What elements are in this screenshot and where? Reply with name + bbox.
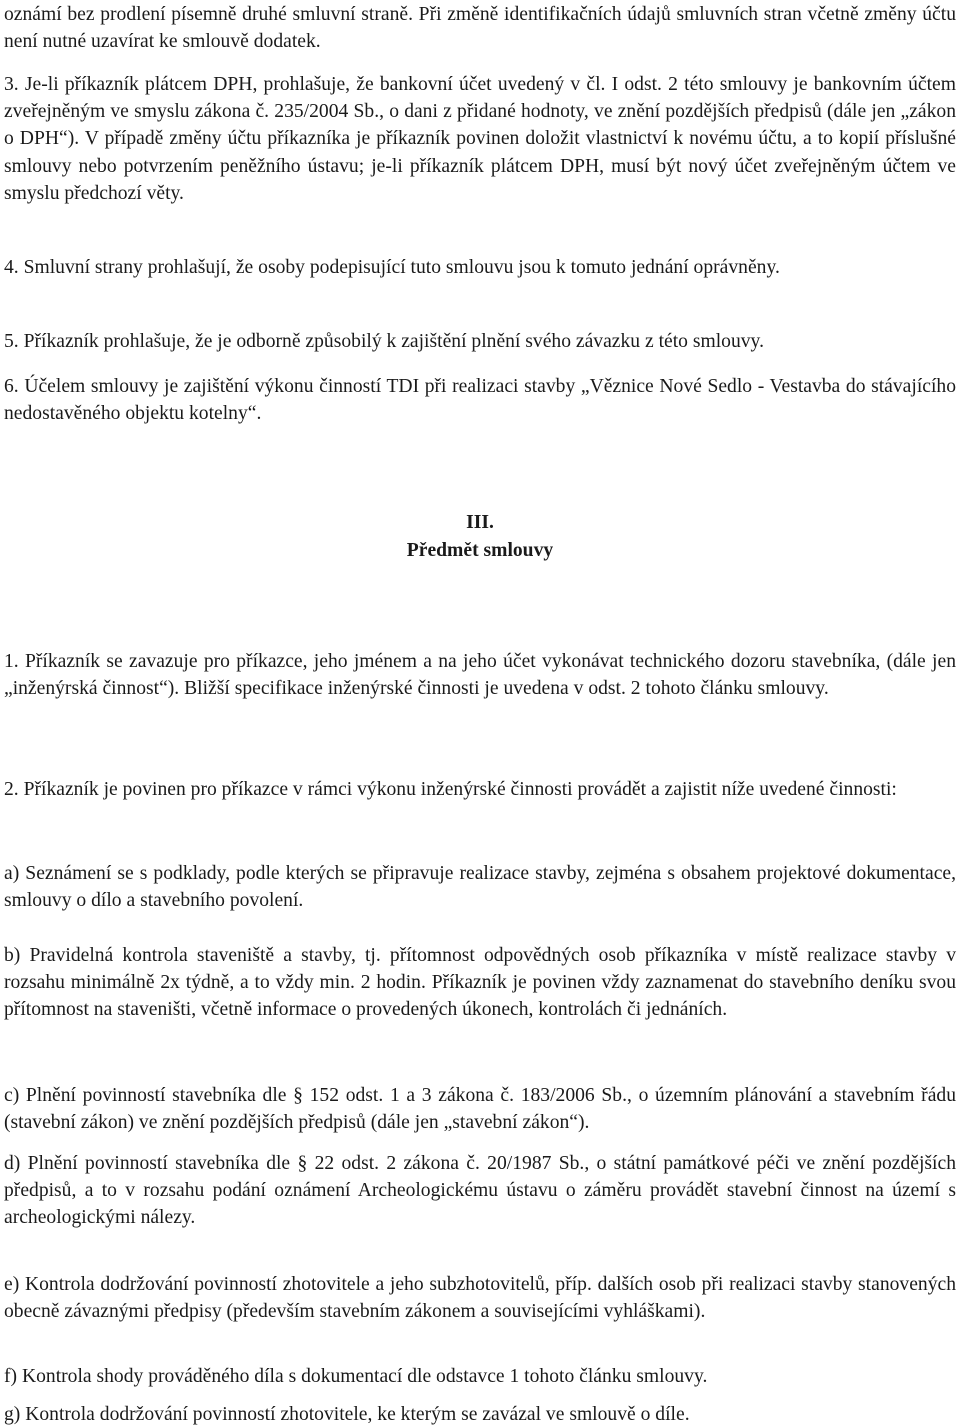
duty-item-e: e) Kontrola dodržování povinností zhotovitele a jeho subzhotovitelů, příp. dalších osob při realizaci stavby stanovených obecně závaznými předpisy (především stavebním zákonem a souvisejícími vyhláškami). xyxy=(4,1274,956,1323)
section-title: Předmět smlouvy xyxy=(406,540,554,561)
duty-item-b: b) Pravidelná kontrola staveniště a stavby, tj. přítomnost odpovědných osob příkazníka v místě realizace stavby v rozsahu minimálně 2x týdně, a to vždy min. 2 hodin. Příkazník je povinen vždy zaznamenat do stavebního deníku svou přítomnost na staveništi, včetně informace o provedených úkonech, kontrolách či jednáních. xyxy=(4,945,956,1021)
duty-item-g: g) Kontrola dodržování povinností zhotovitele, ke kterým se zavázal ve smlouvě o díle. xyxy=(4,1404,690,1425)
subject-clause-2: 2. Příkazník je povinen pro příkazce v rámci výkonu inženýrské činnosti provádět a zajistit níže uvedené činnosti: xyxy=(4,779,897,800)
duty-item-f: f) Kontrola shody prováděného díla s dokumentací dle odstavce 1 tohoto článku smlouvy. xyxy=(4,1366,708,1387)
paragraph-3-bank-account: 3. Je-li příkazník plátcem DPH, prohlašuje, že bankovní účet uvedený v čl. I odst. 2 této smlouvy je bankovním účtem zveřejněným ve smyslu zákona č. 235/2004 Sb., o dani z přidané hodnoty, ve znění pozdějších předpisů (dále jen „zákon o DPH“). V případě změny účtu příkazníka je příkazník povinen doložit vlastnictví k novému účtu, a to kopií příslušné smlouvy nebo potvrzením peněžního ústavu; je-li příkazník plátcem DPH, musí být nový účet zveřejněným účtem ve smyslu předchozí věty. xyxy=(4,74,956,204)
duty-item-d: d) Plnění povinností stavebníka dle § 22 odst. 2 zákona č. 20/1987 Sb., o státní památkové péči ve znění pozdějších předpisů, a to v rozsahu podání oznámení Archeologickému ústavu o záměru provádět stavební činnost na území s archeologickými nálezy. xyxy=(4,1153,956,1229)
duty-item-a: a) Seznámení se s podklady, podle kterých se připravuje realizace stavby, zejména s obsahem projektové dokumentace, smlouvy o dílo a stavebního povolení. xyxy=(4,863,956,912)
section-number: III. xyxy=(466,512,494,533)
paragraph-intro: oznámí bez prodlení písemně druhé smluvní straně. Při změně identifikačních údajů smluvních stran včetně změny účtu není nutné uzavírat ke smlouvě dodatek. xyxy=(4,4,956,53)
paragraph-4-authorization: 4. Smluvní strany prohlašují, že osoby podepisující tuto smlouvu jsou k tomuto jednání oprávněny. xyxy=(4,257,780,278)
paragraph-5-competence: 5. Příkazník prohlašuje, že je odborně způsobilý k zajištění plnění svého závazku z této smlouvy. xyxy=(4,331,764,352)
subject-clause-1: 1. Příkazník se zavazuje pro příkazce, jeho jménem a na jeho účet vykonávat technického dozoru stavebníka, (dále jen „inženýrská činnost“). Bližší specifikace inženýrské činnosti je uvedena v odst. 2 tohoto článku smlouvy. xyxy=(4,651,956,700)
duty-item-c: c) Plnění povinností stavebníka dle § 152 odst. 1 a 3 zákona č. 183/2006 Sb., o územním plánování a stavebním řádu (stavební zákon) ve znění pozdějších předpisů (dále jen „stavební zákon“). xyxy=(4,1085,956,1134)
paragraph-6-purpose: 6. Účelem smlouvy je zajištění výkonu činností TDI při realizaci stavby „Věznice Nové Sedlo - Vestavba do stávajícího nedostavěného objektu kotelny“. xyxy=(4,376,956,425)
